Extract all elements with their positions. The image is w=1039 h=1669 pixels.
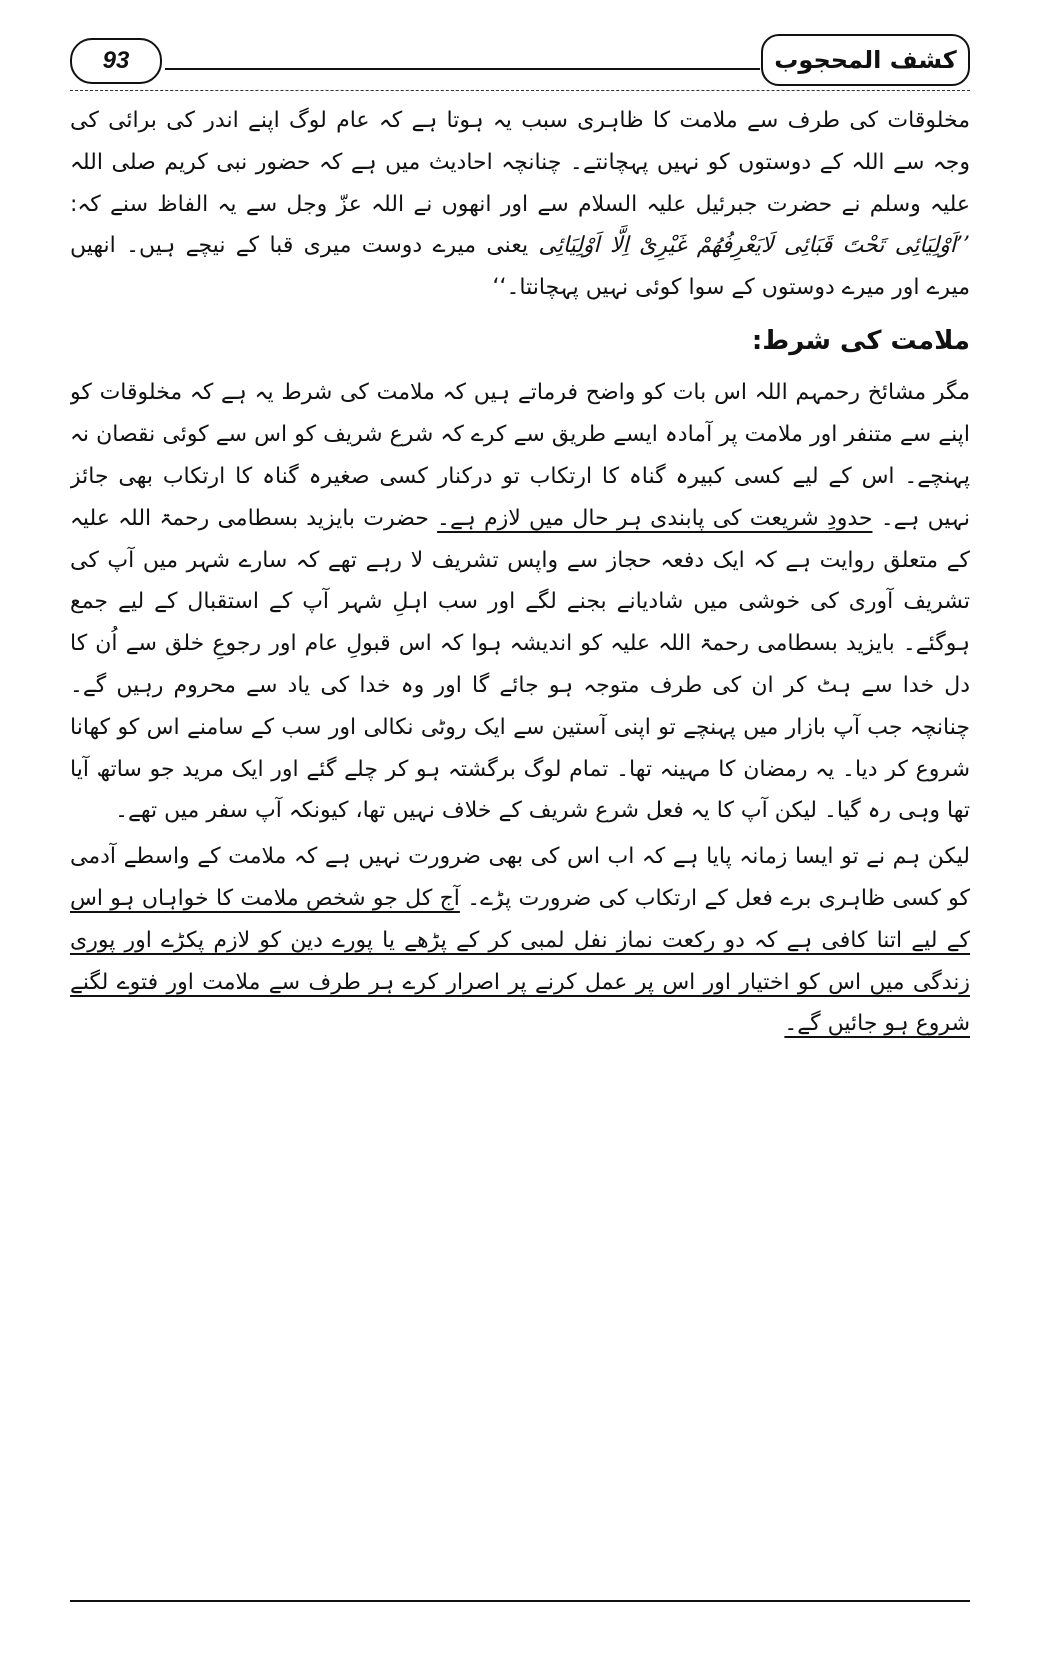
- paragraph-1-text-b: یعنی میرے دوست میری قبا کے نیچے ہیں۔ انھیں میرے اور میرے دوستوں کے سوا کوئی نہیں پہچانتا۔‘‘: [70, 233, 970, 301]
- paragraph-2-text-b: حضرت بایزید بسطامی رحمۃ اللہ علیہ کے متعلق روایت ہے کہ ایک دفعہ حجاز سے واپس تشریف لا رہے تھے کہ سارے شہر میں آپ کی تشریف آوری کی خوشی میں شادیانے بجنے لگے اور سب اہلِ شہر آپ کے استقبال کے لیے جمع ہوگئے۔ بایزید بسطامی رحمۃ اللہ علیہ کو اندیشہ ہوا کہ اس قبولِ عام اور رجوعِ خلق سے اُن کا دل خدا سے ہٹ کر ان کی طرف متوجہ ہو جائے گا اور وہ خدا کی یاد سے محروم رہیں گے۔ چنانچہ جب آپ بازار میں پہنچے تو اپنی آستین سے ایک روٹی نکالی اور سب کے سامنے اس کو کھانا شروع کر دیا۔ یہ رمضان کا مہینہ تھا۔ تمام لوگ برگشتہ ہو کر چلے گئے اور ایک مرید جو ساتھ آیا تھا وہی رہ گیا۔ لیکن آپ کا یہ فعل شرع شریف کے خلاف نہیں تھا، کیونکہ آپ سفر میں تھے۔: [70, 505, 970, 824]
- footer-rule: [70, 1600, 970, 1602]
- paragraph-1-text-a: مخلوقات کی طرف سے ملامت کا ظاہری سبب یہ ہوتا ہے کہ عام لوگ اپنے اندر کی برائی کی وجہ سے اللہ کے دوستوں کو نہیں پہچانتے۔ چنانچہ احادیث میں ہے کہ حضور نبی کریم صلی اللہ علیہ وسلم نے حضرت جبرئیل علیہ السلام سے اور انھوں نے اللہ عزّ وجل سے یہ الفاظ سنے کہ:: [70, 108, 970, 217]
- book-title: کشف المحجوب: [761, 34, 970, 86]
- section-heading: ملامت کی شرط:: [751, 325, 970, 356]
- page-number: 93: [70, 38, 162, 84]
- paragraph-2: [70, 372, 970, 832]
- paragraph-1: [70, 100, 970, 309]
- paragraph-3-text-a: لیکن ہم نے تو ایسا زمانہ پایا ہے کہ اب اس کی بھی ضرورت نہیں ہے کہ ملامت کے واسطے آدمی کو کسی ظاہری برے فعل کے ارتکاب کی ضرورت پڑے۔: [70, 844, 970, 911]
- header-dashed-rule: [70, 90, 970, 91]
- paragraph-3: [70, 836, 970, 1045]
- paragraph-2-text-a: مگر مشائخ رحمہم اللہ اس بات کو واضح فرماتے ہیں کہ ملامت کی شرط یہ ہے کہ مخلوقات کو اپنے سے متنفر اور ملامت پر آمادہ ایسے طریق سے کرے کہ شرع شریف کو اس سے کوئی نقصان نہ پہنچے۔ اس کے لیے کسی کبیرہ گناہ کا ارتکاب تو درکنار کسی صغیرہ گناہ کا ارتکاب بھی جائز نہیں ہے۔: [70, 380, 970, 531]
- page-header: [70, 28, 970, 90]
- paragraph-3-underlined: آج کل جو شخص ملامت کا خواہاں ہو اس کے لیے اتنا کافی ہے کہ دو رکعت نماز نفل لمبی کر کے پڑھے یا پورے دین کو لازم پکڑے اور پوری زندگی میں اس کو اختیار اور اس پر عمل کرنے پر اصرار کرے ہر طرف سے ملامت اور فتوے لگنے شروع ہو جائیں گے۔: [70, 885, 970, 1037]
- header-rule: [165, 68, 760, 70]
- body-text: [70, 100, 970, 1590]
- paragraph-2-underlined: حدودِ شریعت کی پابندی ہر حال میں لازم ہے۔: [437, 505, 873, 531]
- arabic-quote: ’’اَوْلِیَائِی تَحْتَ قَبَائِی لَایَعْرِفُھُمْ غَیْرِیْ اِلَّا اَوْلِیَائِی: [538, 233, 970, 259]
